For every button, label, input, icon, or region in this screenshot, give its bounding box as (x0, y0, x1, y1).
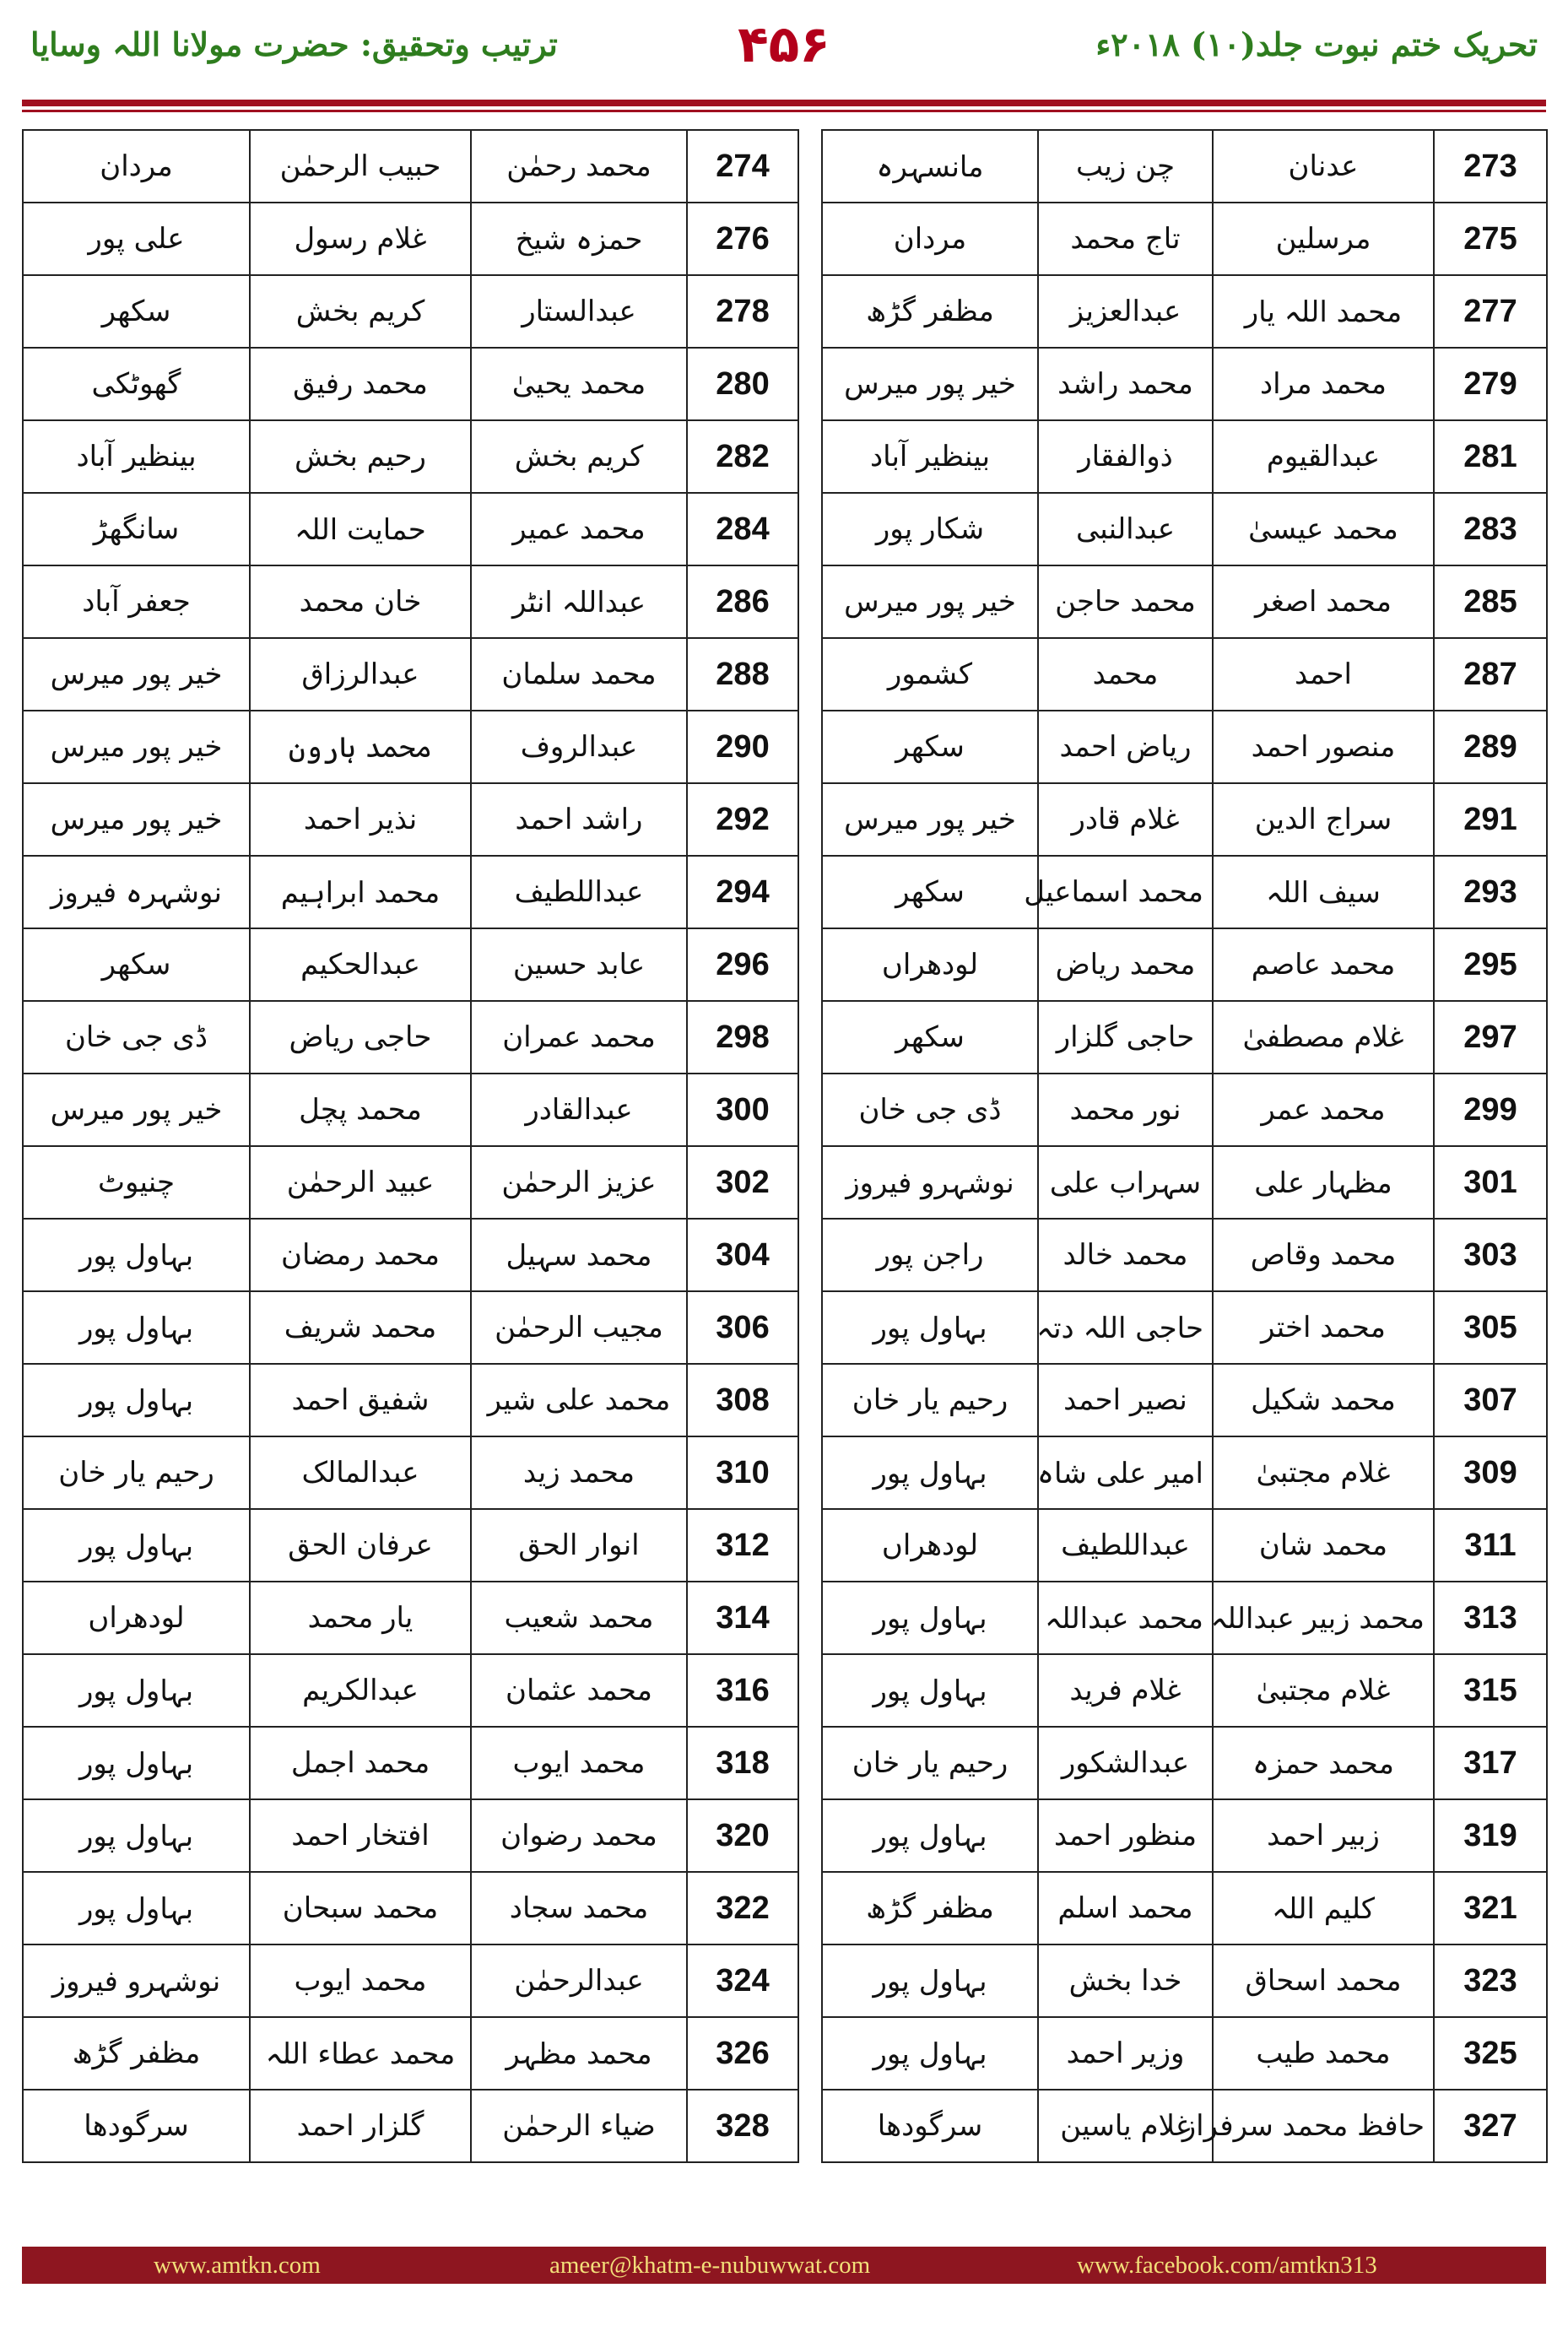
page-header (0, 0, 1568, 101)
right-city: سکھر (822, 1001, 1038, 1074)
left-serial-number: 326 (687, 2017, 798, 2090)
table-row (23, 928, 1547, 1001)
right-father-name: محمد عبداللہ (1038, 1582, 1213, 1654)
column-gap (798, 1799, 822, 1872)
right-father-name: ریاض احمد (1038, 711, 1213, 783)
right-serial-number: 303 (1434, 1219, 1547, 1291)
left-father-name: عبدالرزاق (250, 638, 471, 711)
right-city: بہاول پور (822, 2017, 1038, 2090)
left-father-name: محمد عطاء اللہ (250, 2017, 471, 2090)
right-city: خیر پور میرس (822, 565, 1038, 638)
left-serial-number: 322 (687, 1872, 798, 1944)
right-serial-number: 295 (1434, 928, 1547, 1001)
right-father-name: امیر علی شاہ (1038, 1436, 1213, 1509)
right-city: خیر پور میرس (822, 348, 1038, 420)
left-name: محمد ایوب (471, 1727, 687, 1799)
right-city: بہاول پور (822, 1436, 1038, 1509)
left-serial-number: 306 (687, 1291, 798, 1364)
right-serial-number: 315 (1434, 1654, 1547, 1727)
table-row (23, 203, 1547, 275)
left-name: محمد عمران (471, 1001, 687, 1074)
table-row (23, 1509, 1547, 1582)
page-footer (22, 2247, 1546, 2284)
right-serial-number: 313 (1434, 1582, 1547, 1654)
left-serial-number: 302 (687, 1146, 798, 1219)
column-gap (798, 711, 822, 783)
left-city: سانگھڑ (23, 493, 250, 565)
left-father-name: عبدالکریم (250, 1654, 471, 1727)
left-name: محمد زید (471, 1436, 687, 1509)
left-city: سکھر (23, 275, 250, 348)
left-serial-number: 316 (687, 1654, 798, 1727)
column-gap (798, 1872, 822, 1944)
left-name: انوار الحق (471, 1509, 687, 1582)
left-father-name: حبیب الرحمٰن (250, 130, 471, 203)
table-row (23, 130, 1547, 203)
left-city: خیر پور میرس (23, 711, 250, 783)
table-body (23, 130, 1547, 2162)
right-father-name: ذوالفقار (1038, 420, 1213, 493)
left-name: محمد مظہر (471, 2017, 687, 2090)
table-row (23, 783, 1547, 856)
left-name: عبدالقادر (471, 1074, 687, 1146)
table-row (23, 1436, 1547, 1509)
right-city: سکھر (822, 711, 1038, 783)
left-serial-number: 278 (687, 275, 798, 348)
column-gap (798, 783, 822, 856)
left-father-name: عرفان الحق (250, 1509, 471, 1582)
table-row (23, 1799, 1547, 1872)
column-gap (798, 1727, 822, 1799)
left-name: محمد سہیل (471, 1219, 687, 1291)
left-name: عبداللطیف (471, 856, 687, 928)
left-city: بہاول پور (23, 1654, 250, 1727)
right-city: مانسہرہ (822, 130, 1038, 203)
right-father-name: حاجی اللہ دتہ (1038, 1291, 1213, 1364)
left-name: محمد یحییٰ (471, 348, 687, 420)
right-serial-number: 297 (1434, 1001, 1547, 1074)
right-name: عدنان (1213, 130, 1434, 203)
right-father-name: محمد حاجن (1038, 565, 1213, 638)
column-gap (798, 203, 822, 275)
column-gap (798, 1436, 822, 1509)
left-father-name: شفیق احمد (250, 1364, 471, 1436)
right-serial-number: 317 (1434, 1727, 1547, 1799)
right-serial-number: 311 (1434, 1509, 1547, 1582)
left-father-name: محمد ابراہیم (250, 856, 471, 928)
left-name: محمد شعیب (471, 1582, 687, 1654)
footer-email-link[interactable]: ameer@khatm-e-nubuwwat.com (549, 2252, 871, 2279)
left-city: رحیم یار خان (23, 1436, 250, 1509)
column-gap (798, 638, 822, 711)
right-father-name: عبدالنبی (1038, 493, 1213, 565)
right-serial-number: 281 (1434, 420, 1547, 493)
right-name: غلام مصطفیٰ (1213, 1001, 1434, 1074)
right-city: بینظیر آباد (822, 420, 1038, 493)
table-row (23, 1364, 1547, 1436)
right-father-name: عبداللطیف (1038, 1509, 1213, 1582)
right-father-name: محمد اسماعیل (1038, 856, 1213, 928)
left-serial-number: 300 (687, 1074, 798, 1146)
left-serial-number: 304 (687, 1219, 798, 1291)
left-name: محمد علی شیر (471, 1364, 687, 1436)
left-city: لودھراں (23, 1582, 250, 1654)
table-row (23, 2090, 1547, 2162)
right-city: مظفر گڑھ (822, 275, 1038, 348)
column-gap (798, 348, 822, 420)
table-row (23, 1074, 1547, 1146)
left-city: بہاول پور (23, 1727, 250, 1799)
left-father-name: حاجی ریاض (250, 1001, 471, 1074)
left-serial-number: 296 (687, 928, 798, 1001)
left-name: ضیاء الرحمٰن (471, 2090, 687, 2162)
column-gap (798, 1146, 822, 1219)
left-father-name: محمد پچل (250, 1074, 471, 1146)
column-gap (798, 2017, 822, 2090)
right-name: محمد وقاص (1213, 1219, 1434, 1291)
left-city: بینظیر آباد (23, 420, 250, 493)
right-serial-number: 273 (1434, 130, 1547, 203)
left-city: بہاول پور (23, 1364, 250, 1436)
left-serial-number: 274 (687, 130, 798, 203)
right-city: بہاول پور (822, 1654, 1038, 1727)
right-name: محمد اختر (1213, 1291, 1434, 1364)
column-gap (798, 1291, 822, 1364)
column-gap (798, 1001, 822, 1074)
column-gap (798, 493, 822, 565)
left-name: عزیز الرحمٰن (471, 1146, 687, 1219)
column-gap (798, 565, 822, 638)
left-serial-number: 282 (687, 420, 798, 493)
table-row (23, 348, 1547, 420)
right-serial-number: 323 (1434, 1944, 1547, 2017)
left-city: سکھر (23, 928, 250, 1001)
right-name: محمد عاصم (1213, 928, 1434, 1001)
left-name: کریم بخش (471, 420, 687, 493)
right-city: رحیم یار خان (822, 1727, 1038, 1799)
left-father-name: غلام رسول (250, 203, 471, 275)
right-name: محمد زبیر عبداللہ (1213, 1582, 1434, 1654)
right-serial-number: 279 (1434, 348, 1547, 420)
column-gap (798, 1582, 822, 1654)
right-father-name: تاج محمد (1038, 203, 1213, 275)
right-father-name: عبدالعزیز (1038, 275, 1213, 348)
left-city: بہاول پور (23, 1799, 250, 1872)
left-father-name: محمد رفیق (250, 348, 471, 420)
right-city: بہاول پور (822, 1582, 1038, 1654)
left-father-name: عبدالمالک (250, 1436, 471, 1509)
left-city: چنیوٹ (23, 1146, 250, 1219)
column-gap (798, 420, 822, 493)
right-city: شکار پور (822, 493, 1038, 565)
right-father-name: حاجی گلزار (1038, 1001, 1213, 1074)
left-serial-number: 280 (687, 348, 798, 420)
left-city: سرگودھا (23, 2090, 250, 2162)
right-serial-number: 327 (1434, 2090, 1547, 2162)
left-city: جعفر آباد (23, 565, 250, 638)
right-name: محمد طیب (1213, 2017, 1434, 2090)
right-name: حافظ محمد سرفراز (1213, 2090, 1434, 2162)
left-father-name: گلزار احمد (250, 2090, 471, 2162)
right-name: منصور احمد (1213, 711, 1434, 783)
table-row (23, 493, 1547, 565)
table-row (23, 1582, 1547, 1654)
left-city: نوشہرو فیروز (23, 1944, 250, 2017)
left-city: ڈی جی خان (23, 1001, 250, 1074)
column-gap (798, 2090, 822, 2162)
left-city: گھوٹکی (23, 348, 250, 420)
right-father-name: عبدالشکور (1038, 1727, 1213, 1799)
right-serial-number: 307 (1434, 1364, 1547, 1436)
table-row (23, 1219, 1547, 1291)
left-serial-number: 290 (687, 711, 798, 783)
left-name: محمد سلمان (471, 638, 687, 711)
left-serial-number: 320 (687, 1799, 798, 1872)
table-row (23, 420, 1547, 493)
right-serial-number: 301 (1434, 1146, 1547, 1219)
footer-website-link[interactable]: www.amtkn.com (154, 2252, 321, 2279)
right-name: محمد عمر (1213, 1074, 1434, 1146)
left-serial-number: 276 (687, 203, 798, 275)
right-serial-number: 293 (1434, 856, 1547, 928)
right-father-name: محمد راشد (1038, 348, 1213, 420)
left-city: مردان (23, 130, 250, 203)
left-name: مجیب الرحمٰن (471, 1291, 687, 1364)
compiler-credit: ترتیب وتحقیق: حضرت مولانا اللہ وسایا (30, 25, 558, 63)
right-father-name: نور محمد (1038, 1074, 1213, 1146)
left-city: بہاول پور (23, 1219, 250, 1291)
left-city: بہاول پور (23, 1872, 250, 1944)
left-serial-number: 294 (687, 856, 798, 928)
right-city: سکھر (822, 856, 1038, 928)
right-name: سراج الدین (1213, 783, 1434, 856)
table-row (23, 275, 1547, 348)
right-city: خیر پور میرس (822, 783, 1038, 856)
right-serial-number: 321 (1434, 1872, 1547, 1944)
left-father-name: محمد ہارون (250, 711, 471, 783)
table-row (23, 1291, 1547, 1364)
left-father-name: خان محمد (250, 565, 471, 638)
right-father-name: غلام فرید (1038, 1654, 1213, 1727)
left-name: عبدالروف (471, 711, 687, 783)
left-father-name: محمد شریف (250, 1291, 471, 1364)
right-father-name: محمد (1038, 638, 1213, 711)
left-name: عبدالستار (471, 275, 687, 348)
right-city: مردان (822, 203, 1038, 275)
left-father-name: محمد سبحان (250, 1872, 471, 1944)
left-serial-number: 318 (687, 1727, 798, 1799)
left-name: حمزہ شیخ (471, 203, 687, 275)
column-gap (798, 130, 822, 203)
table-row (23, 1872, 1547, 1944)
column-gap (798, 856, 822, 928)
left-serial-number: 298 (687, 1001, 798, 1074)
right-father-name: نصیر احمد (1038, 1364, 1213, 1436)
right-name: محمد شان (1213, 1509, 1434, 1582)
right-father-name: وزیر احمد (1038, 2017, 1213, 2090)
right-serial-number: 299 (1434, 1074, 1547, 1146)
table-row (23, 1146, 1547, 1219)
left-name: محمد رحمٰن (471, 130, 687, 203)
book-title: تحریک ختم نبوت جلد(۱۰) ۲۰۱۸ء (1095, 25, 1538, 63)
right-serial-number: 283 (1434, 493, 1547, 565)
left-serial-number: 288 (687, 638, 798, 711)
right-serial-number: 309 (1434, 1436, 1547, 1509)
column-gap (798, 1654, 822, 1727)
right-name: محمد مراد (1213, 348, 1434, 420)
left-city: خیر پور میرس (23, 1074, 250, 1146)
left-name: عبداللہ انٹر (471, 565, 687, 638)
right-city: بہاول پور (822, 1944, 1038, 2017)
right-father-name: چن زیب (1038, 130, 1213, 203)
left-father-name: رحیم بخش (250, 420, 471, 493)
left-father-name: یار محمد (250, 1582, 471, 1654)
left-father-name: حمایت اللہ (250, 493, 471, 565)
left-city: خیر پور میرس (23, 638, 250, 711)
right-city: بہاول پور (822, 1291, 1038, 1364)
table-row (23, 1944, 1547, 2017)
right-father-name: منظور احمد (1038, 1799, 1213, 1872)
right-city: مظفر گڑھ (822, 1872, 1038, 1944)
table-row (23, 856, 1547, 928)
left-father-name: محمد ایوب (250, 1944, 471, 2017)
right-name: غلام مجتبیٰ (1213, 1654, 1434, 1727)
left-name: راشد احمد (471, 783, 687, 856)
right-serial-number: 319 (1434, 1799, 1547, 1872)
footer-facebook-link[interactable]: www.facebook.com/amtkn313 (1077, 2252, 1377, 2279)
left-serial-number: 328 (687, 2090, 798, 2162)
right-father-name: محمد اسلم (1038, 1872, 1213, 1944)
left-name: محمد سجاد (471, 1872, 687, 1944)
right-city: راجن پور (822, 1219, 1038, 1291)
page-number: ۴۵۶ (738, 15, 830, 74)
left-serial-number: 314 (687, 1582, 798, 1654)
table-row (23, 711, 1547, 783)
left-name: عابد حسین (471, 928, 687, 1001)
left-name: محمد عثمان (471, 1654, 687, 1727)
right-name: سیف اللہ (1213, 856, 1434, 928)
right-serial-number: 325 (1434, 2017, 1547, 2090)
names-table (22, 129, 1548, 2163)
left-serial-number: 286 (687, 565, 798, 638)
right-name: غلام مجتبیٰ (1213, 1436, 1434, 1509)
header-rule-thin (22, 110, 1546, 112)
right-serial-number: 305 (1434, 1291, 1547, 1364)
right-father-name: سہراب علی (1038, 1146, 1213, 1219)
column-gap (798, 928, 822, 1001)
column-gap (798, 1509, 822, 1582)
left-father-name: محمد رمضان (250, 1219, 471, 1291)
right-name: زبیر احمد (1213, 1799, 1434, 1872)
header-rule-thick (22, 100, 1546, 106)
left-father-name: افتخار احمد (250, 1799, 471, 1872)
right-city: بہاول پور (822, 1799, 1038, 1872)
table-row (23, 2017, 1547, 2090)
right-name: محمد شکیل (1213, 1364, 1434, 1436)
table-row (23, 1001, 1547, 1074)
column-gap (798, 1219, 822, 1291)
right-name: محمد اسحاق (1213, 1944, 1434, 2017)
right-serial-number: 277 (1434, 275, 1547, 348)
right-name: عبدالقیوم (1213, 420, 1434, 493)
left-father-name: عبدالحکیم (250, 928, 471, 1001)
left-serial-number: 308 (687, 1364, 798, 1436)
column-gap (798, 1074, 822, 1146)
table-row (23, 565, 1547, 638)
left-serial-number: 284 (687, 493, 798, 565)
right-serial-number: 287 (1434, 638, 1547, 711)
right-city: ڈی جی خان (822, 1074, 1038, 1146)
right-name: محمد حمزہ (1213, 1727, 1434, 1799)
left-city: علی پور (23, 203, 250, 275)
left-name: محمد عمیر (471, 493, 687, 565)
left-serial-number: 312 (687, 1509, 798, 1582)
column-gap (798, 1944, 822, 2017)
right-name: احمد (1213, 638, 1434, 711)
right-city: نوشہرو فیروز (822, 1146, 1038, 1219)
names-table-container (22, 129, 1546, 2163)
right-name: محمد عیسیٰ (1213, 493, 1434, 565)
right-name: کلیم اللہ (1213, 1872, 1434, 1944)
right-name: محمد اصغر (1213, 565, 1434, 638)
right-name: مرسلین (1213, 203, 1434, 275)
right-name: مظہار علی (1213, 1146, 1434, 1219)
left-name: محمد رضوان (471, 1799, 687, 1872)
left-father-name: کریم بخش (250, 275, 471, 348)
left-serial-number: 324 (687, 1944, 798, 2017)
left-serial-number: 310 (687, 1436, 798, 1509)
left-father-name: عبید الرحمٰن (250, 1146, 471, 1219)
right-city: لودھراں (822, 928, 1038, 1001)
right-serial-number: 291 (1434, 783, 1547, 856)
left-city: خیر پور میرس (23, 783, 250, 856)
left-name: عبدالرحمٰن (471, 1944, 687, 2017)
right-father-name: خدا بخش (1038, 1944, 1213, 2017)
right-father-name: غلام قادر (1038, 783, 1213, 856)
left-city: بہاول پور (23, 1509, 250, 1582)
left-father-name: محمد اجمل (250, 1727, 471, 1799)
table-row (23, 1727, 1547, 1799)
right-serial-number: 285 (1434, 565, 1547, 638)
left-serial-number: 292 (687, 783, 798, 856)
column-gap (798, 1364, 822, 1436)
table-row (23, 1654, 1547, 1727)
right-serial-number: 275 (1434, 203, 1547, 275)
right-serial-number: 289 (1434, 711, 1547, 783)
column-gap (798, 275, 822, 348)
table-row (23, 638, 1547, 711)
left-father-name: نذیر احمد (250, 783, 471, 856)
left-city: نوشہرہ فیروز (23, 856, 250, 928)
left-city: مظفر گڑھ (23, 2017, 250, 2090)
left-city: بہاول پور (23, 1291, 250, 1364)
right-father-name: محمد خالد (1038, 1219, 1213, 1291)
right-city: لودھراں (822, 1509, 1038, 1582)
right-city: کشمور (822, 638, 1038, 711)
right-father-name: غلام یاسین (1038, 2090, 1213, 2162)
right-name: محمد اللہ یار (1213, 275, 1434, 348)
right-father-name: محمد ریاض (1038, 928, 1213, 1001)
right-city: سرگودھا (822, 2090, 1038, 2162)
right-city: رحیم یار خان (822, 1364, 1038, 1436)
